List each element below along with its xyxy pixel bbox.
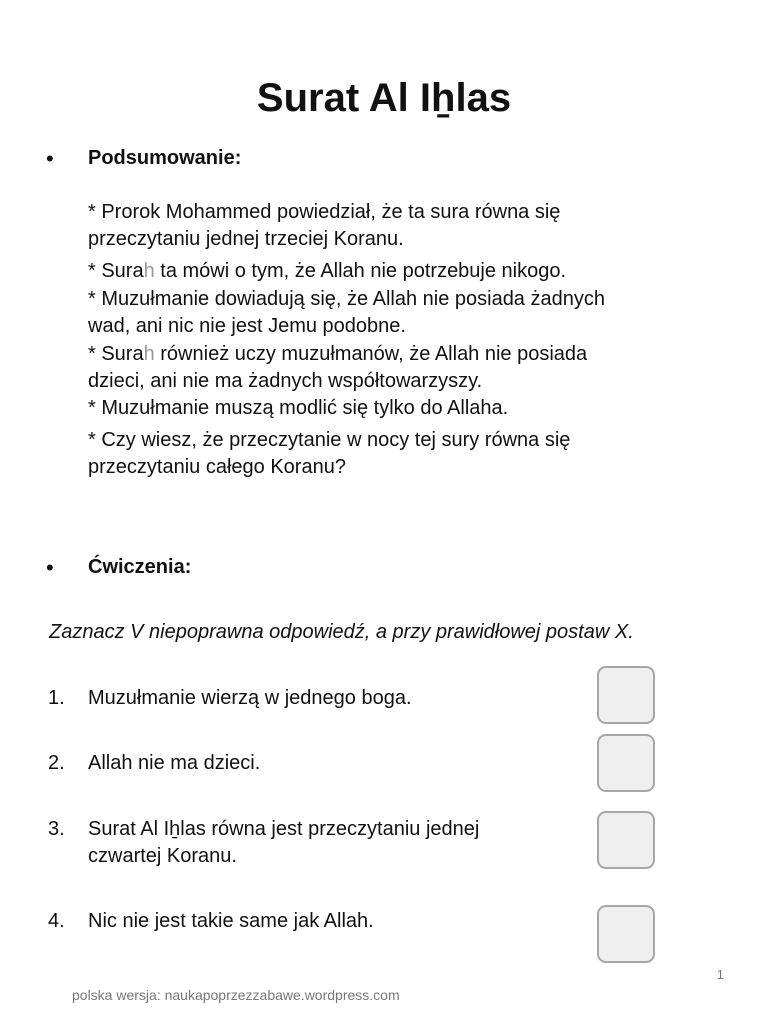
exercise-number-4: 4. — [48, 910, 65, 932]
summary-bullet: • — [46, 146, 54, 171]
exercise-statement-1: Muzułmanie wierzą w jednego boga. — [88, 687, 412, 709]
summary-heading: Podsumowanie: — [88, 147, 242, 169]
summary-paragraph-5: * Muzułmanie muszą modlić się tylko do Allaha. — [88, 397, 509, 419]
page-number: 1 — [716, 967, 724, 982]
exercise-instruction: Zaznacz V niepoprawna odpowiedź, a przy prawidłowej postaw X. — [49, 621, 634, 643]
summary-paragraph-4 — [88, 341, 708, 395]
exercise-number-1: 1. — [48, 687, 65, 709]
summary-paragraph-6: * Czy wiesz, że przeczytanie w nocy tej sury równa się przeczytaniu całego Koranu? — [88, 429, 571, 478]
footer-credit: polska wersja: naukapoprzezzabawe.wordpress.com — [72, 987, 400, 1003]
exercise-number-3: 3. — [48, 818, 65, 840]
summary-paragraph-4-faded-letter: h — [143, 343, 155, 365]
page-title: Surat Al Iẖlas — [256, 76, 512, 120]
exercises-bullet: • — [46, 555, 54, 580]
summary-paragraph-2-start: * Sura — [88, 260, 144, 282]
summary-paragraph-4-start: * Sura — [88, 343, 144, 365]
summary-paragraph-4-end: również uczy muzułmanów, że Allah nie posiada dzieci, ani nie ma żadnych współtowarzyszy. — [88, 343, 588, 392]
exercise-statement-2: Allah nie ma dzieci. — [88, 752, 261, 774]
answer-box-1[interactable] — [597, 666, 655, 724]
summary-paragraph-2-end: ta mówi o tym, że Allah nie potrzebuje nikogo. — [154, 260, 567, 282]
answer-box-3[interactable] — [597, 811, 655, 869]
summary-paragraph-1: * Prorok Mohammed powiedział, że ta sura równa się przeczytaniu jednej trzeciej Koranu. — [88, 201, 561, 250]
exercise-statement-4: Nic nie jest takie same jak Allah. — [88, 910, 374, 932]
exercise-number-2: 2. — [48, 752, 65, 774]
exercise-statement-3: Surat Al Iẖlas równa jest przeczytaniu jednej czwartej Koranu. — [88, 818, 480, 867]
summary-paragraph-3: * Muzułmanie dowiadują się, że Allah nie posiada żadnych wad, ani nic nie jest Jemu podobne. — [88, 288, 605, 337]
answer-box-2[interactable] — [597, 734, 655, 792]
exercises-heading: Ćwiczenia: — [88, 556, 192, 578]
summary-paragraph-2 — [88, 258, 708, 285]
answer-box-4[interactable] — [597, 905, 655, 963]
summary-paragraph-2-faded-letter: h — [143, 260, 155, 282]
